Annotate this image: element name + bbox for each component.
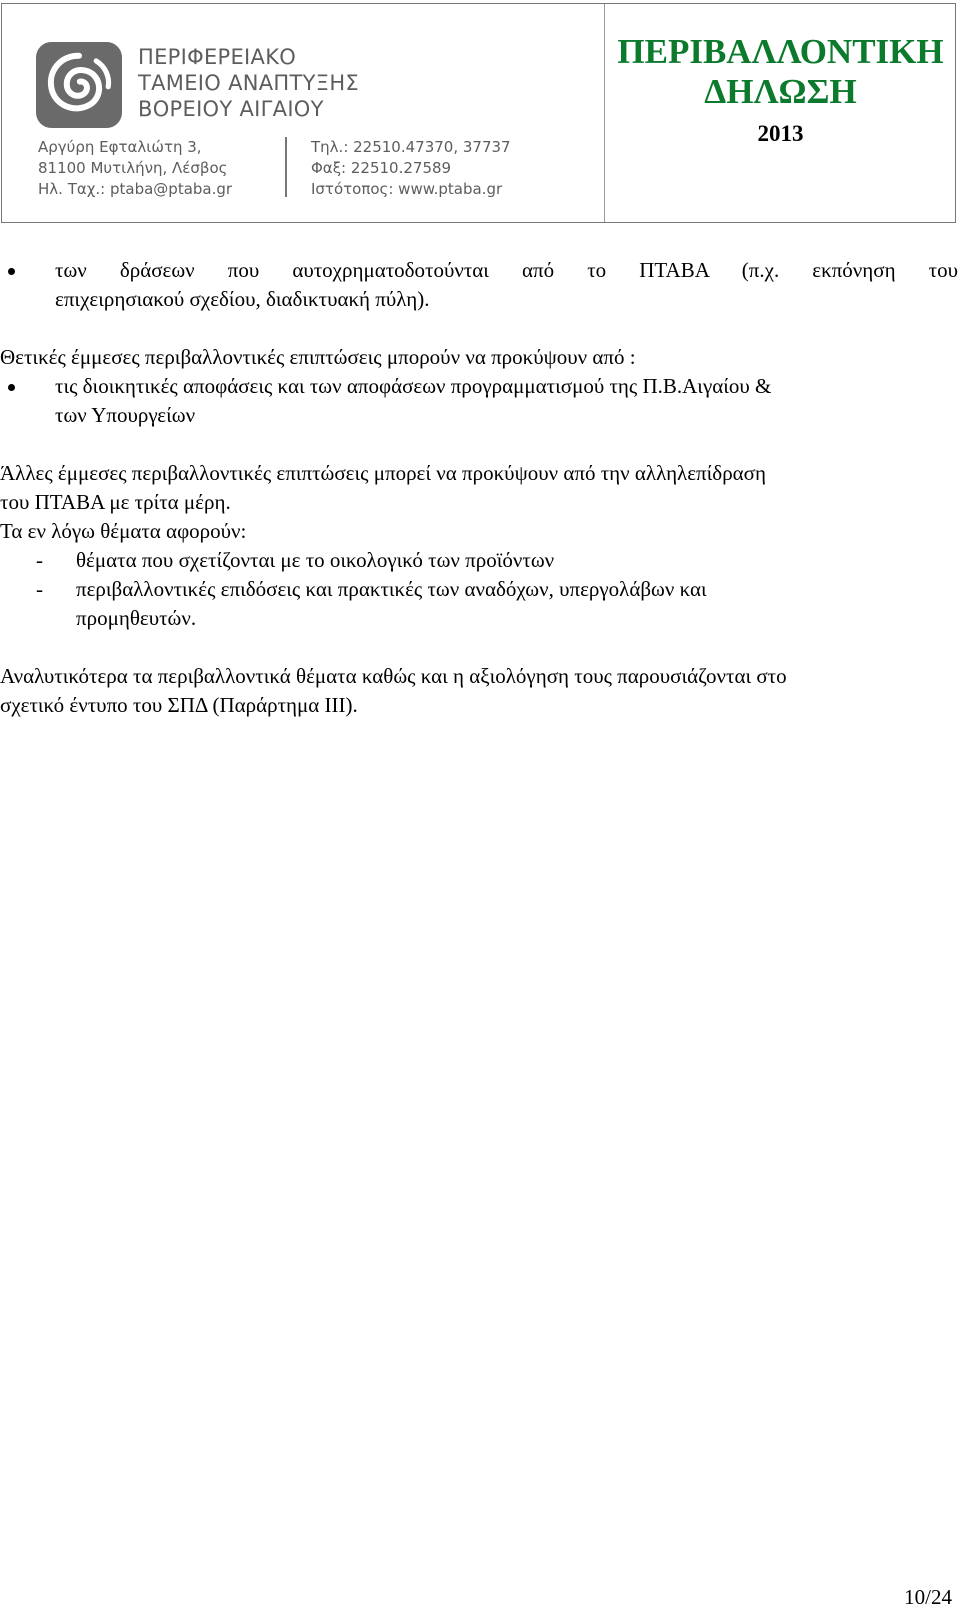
organization-name: [138, 44, 359, 122]
bullet-icon: [8, 268, 15, 275]
text-line: επιχειρησιακού σχεδίου, διαδικτυακή πύλη).: [55, 287, 430, 311]
email-line: Ηλ. Ταχ.: ptaba@ptaba.gr: [38, 180, 233, 198]
spiral-logo-icon: [36, 42, 122, 128]
phone-block: [311, 137, 511, 200]
phone-line: Τηλ.: 22510.47370, 37737: [311, 138, 511, 156]
paragraph-line: του ΠΤΑΒΑ με τρίτα μέρη.: [0, 490, 231, 514]
paragraph-line: σχετικό έντυπο του ΣΠΔ (Παράρτημα ΙΙΙ).: [0, 693, 358, 717]
org-name-line: ΠΕΡΙΦΕΡΕΙΑΚΟ: [138, 45, 297, 69]
text-line: περιβαλλοντικές επιδόσεις και πρακτικές των αναδόχων, υπεργολάβων και: [76, 577, 707, 601]
text-line: τις διοικητικές αποφάσεις και των αποφάσεων προγραμματισμού της Π.Β.Αιγαίου &: [55, 374, 772, 398]
bullet-icon: [8, 384, 15, 391]
spacer: [0, 633, 958, 662]
website-line: Ιστότοπος: www.ptaba.gr: [311, 180, 503, 198]
bullet-item: [0, 372, 958, 430]
dash-list-item: [0, 546, 876, 575]
paragraph: Τα εν λόγω θέματα αφορούν:: [0, 519, 247, 543]
dash-marker: -: [36, 577, 43, 601]
document-body: [0, 256, 958, 720]
organization-block: [2, 4, 604, 222]
text-line: προμηθευτών.: [76, 606, 197, 630]
spacer: [0, 430, 958, 459]
text-line: θέματα που σχετίζονται με το οικολογικό των προϊόντων: [76, 548, 555, 572]
fax-line: Φαξ: 22510.27589: [311, 159, 452, 177]
spacer: [0, 314, 958, 343]
page-number: 10/24: [904, 1585, 952, 1609]
paragraph: Θετικές έμμεσες περιβαλλοντικές επιπτώσεις μπορούν να προκύψουν από :: [0, 345, 636, 369]
document-title-block: [605, 4, 956, 222]
dash-list-item: [0, 575, 876, 633]
paragraph-line: Αναλυτικότερα τα περιβαλλοντικά θέματα καθώς και η αξιολόγηση τους παρουσιάζονται στο: [0, 664, 787, 688]
document-title: [605, 32, 956, 112]
title-line: ΔΗΛΩΣΗ: [704, 72, 857, 111]
org-name-line: ΒΟΡΕΙΟΥ ΑΙΓΑΙΟΥ: [138, 97, 324, 121]
text-line: των Υπουργείων: [55, 403, 196, 427]
contact-divider: [285, 137, 287, 197]
paragraph-line: Άλλες έμμεσες περιβαλλοντικές επιπτώσεις μπορεί να προκύψουν από την αλληλεπίδραση: [0, 461, 766, 485]
dash-marker: -: [36, 548, 43, 572]
text-line: των δράσεων που αυτοχρηματοδοτούνται από το ΠΤΑΒΑ (π.χ. εκπόνηση του: [55, 258, 958, 282]
title-line: ΠΕΡΙΒΑΛΛΟΝΤΙΚΗ: [617, 32, 944, 71]
address-line: Αργύρη Εφταλιώτη 3,: [38, 138, 202, 156]
bullet-item: [0, 256, 958, 314]
document-year: 2013: [757, 121, 804, 146]
address-block: [38, 137, 232, 200]
org-name-line: ΤΑΜΕΙΟ ΑΝΑΠΤΥΞΗΣ: [138, 71, 359, 95]
document-header: [1, 3, 956, 223]
address-line: 81100 Μυτιλήνη, Λέσβος: [38, 159, 228, 177]
